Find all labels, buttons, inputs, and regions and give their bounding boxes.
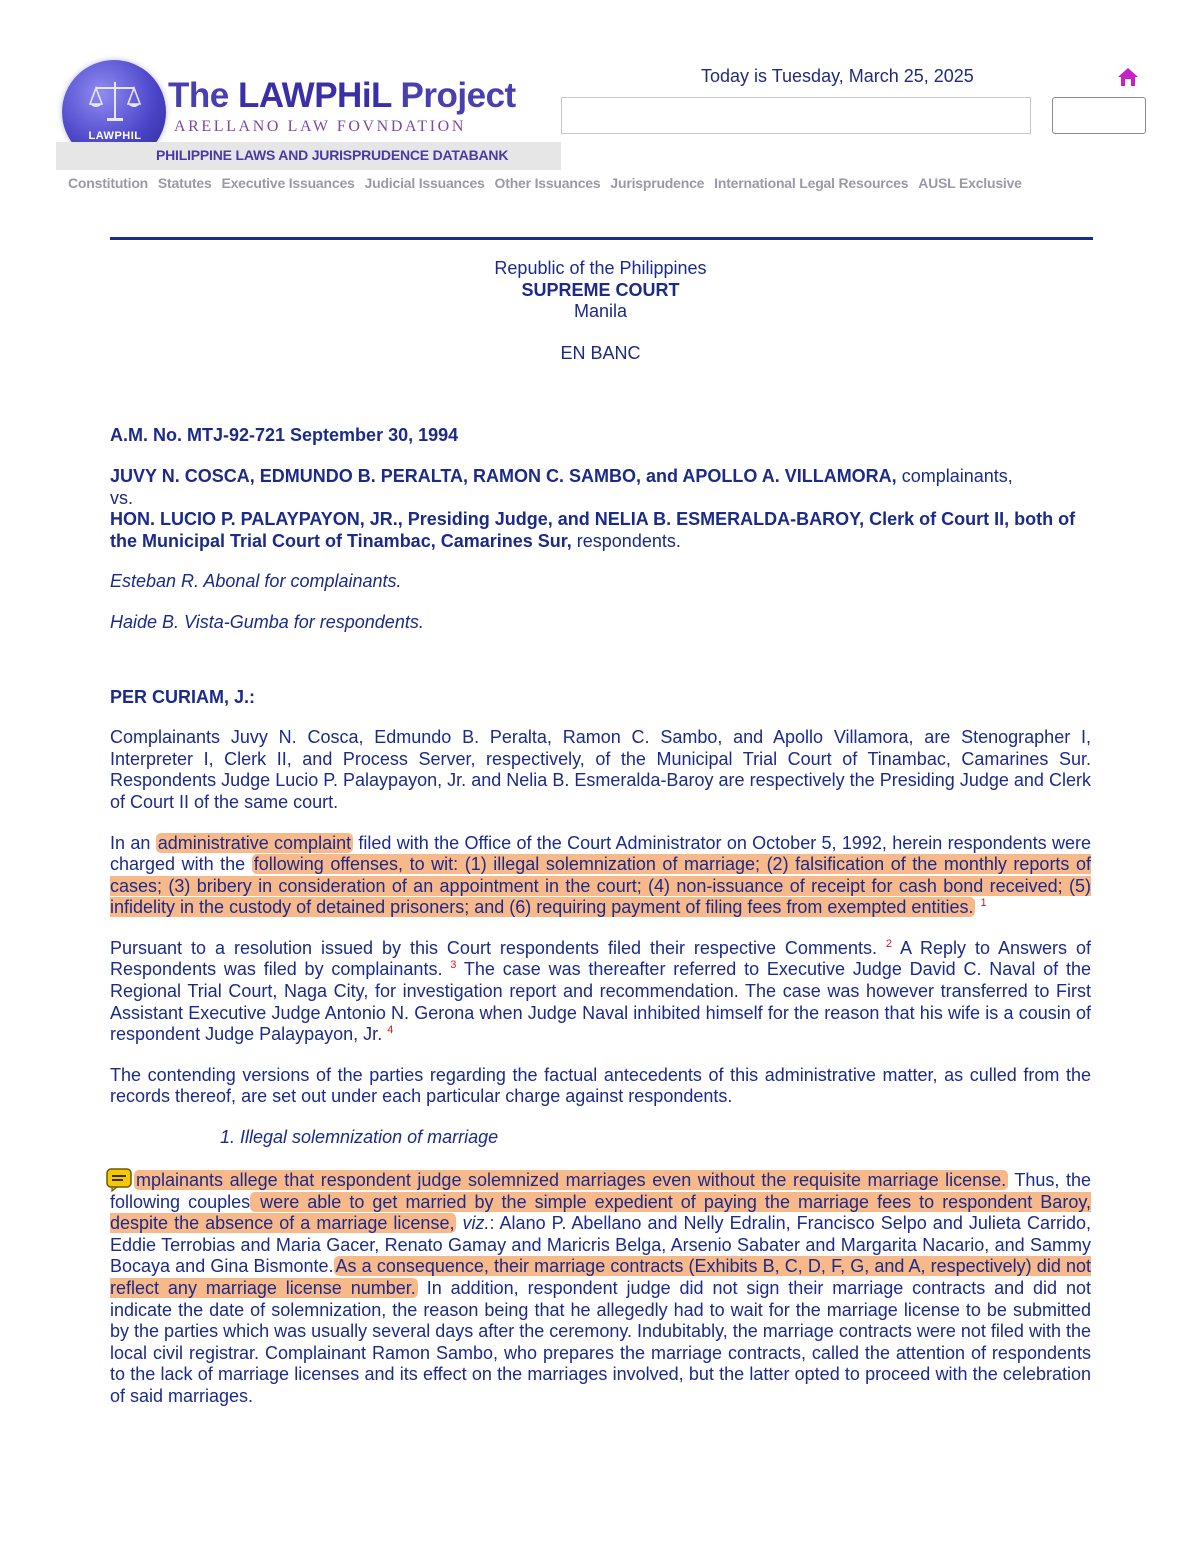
lawphil-logo[interactable] [56, 56, 561, 170]
parties-respondents: HON. LUCIO P. PALAYPAYON, JR., Presiding Judge, and NELIA B. ESMERALDA-BAROY, Clerk of Court II, both of the Municipal Trial Court of Tinambac, Camarines Sur, respondents. [110, 509, 1076, 551]
logo-strip-text: PHILIPPINE LAWS AND JURISPRUDENCE DATABANK [156, 147, 509, 163]
home-icon[interactable] [1117, 67, 1139, 87]
nav-other-issuances[interactable]: Other Issuances [494, 175, 601, 191]
per-curiam: PER CURIAM, J.: [110, 686, 256, 707]
logo-title: The LAWPHiL Project [168, 76, 516, 115]
division-line: EN BANC [560, 342, 641, 363]
logo-strip [56, 142, 561, 170]
footnote-3-link[interactable]: 3 [450, 959, 457, 972]
paragraph-4: The contending versions of the parties regarding the factual antecedents of this administrative matter, as culled from the records thereof, are set out under each particular charge against respondents. [110, 1064, 1091, 1107]
logo-badge: LAWPHIL [88, 130, 142, 142]
case-number: A.M. No. MTJ-92-721 September 30, 1994 [110, 425, 459, 446]
comment-icon[interactable] [106, 1168, 132, 1192]
paragraph-5: mplainants allege that respondent judge solemnized marriages even without the requisite marriage license. Thus, the following couples were able to get married by the simple expedient of paying the marriage fees to respondent Baroy, despite the absence of a marriage license, viz.: Alano P. Abellano and Nelly Edralin, Francisco Selpo and Julieta Carrido, Eddie Terrobias and Maria Gacer, Renato Gamay and Maricris Belga, Arsenio Sabater and Margarita Nacario, and Sammy Bocaya and Gina Bismonte. As a consequence, their marriage contracts (Exhibits B, C, D, F, G, and A, respectively) did not reflect any marriage license number. In addition, respondent judge did not sign their marriage contracts and did not indicate the date of solemnization, the reason being that he allegedly had to wait for the marriage license to be submitted by the parties which was usually several days after the ceremony. Indubitably, the marriage contracts were not filed with the local civil registrar. Complainant Ramon Sambo, who prepares the marriage contracts, called the attention of respondents to the lack of marriage licenses and its effect on the marriages involved, but the latter opted to proceed with the celebration of said marriages. [110, 1168, 1091, 1408]
nav-constitution[interactable]: Constitution [68, 175, 149, 191]
footnote-2-link[interactable]: 2 [885, 937, 893, 950]
highlight-consequence[interactable]: As a consequence, their marriage contracts (Exhibits B, C, D, F, G, and A, respectively) did not reflect any marriage license number. [110, 1256, 1091, 1298]
counsel-respondents: Haide B. Vista-Gumba for respondents. [110, 611, 424, 632]
nav-international-legal-resources[interactable]: International Legal Resources [714, 175, 909, 191]
paragraph-2: In an administrative complaint filed with the Office of the Court Administrator on October 5, 1992, herein respondents were charged with the following offenses, to wit: (1) illegal solemnization of marriage; (2) falsification of the monthly reports of cases; (3) bribery in consideration of an appointment in the court; (4) non-issuance of receipt for cash bond received; (5) infidelity in the custody of detained prisoners; and (6) requiring payment of filing fees from exempted entities. $^1$ [110, 832, 1091, 918]
nav-judicial-issuances[interactable]: Judicial Issuances [364, 175, 485, 191]
header-divider [110, 237, 1093, 240]
subheading-illegal-solemnization: 1. Illegal solemnization of marriage [220, 1127, 499, 1148]
highlight-offenses[interactable]: following offenses, to wit: (1) illegal solemnization of marriage; (2) falsification of the monthly reports of cases; (3) bribery in consideration of an appointment in the court; (4) non-issuance of receipt for cash bond received; (5) infidelity in the custody of detained prisoners; and (6) requiring payment of filing fees from exempted entities. [110, 854, 1091, 918]
city-line: Manila [573, 301, 628, 322]
logo-subtitle: ARELLANO LAW FOVNDATION [174, 118, 466, 135]
highlight-expedient[interactable]: were able to get married by the simple expedient of paying the marriage fees to respondent Baroy, despite the absence of a marriage license, [110, 1191, 1091, 1234]
search-input[interactable] [561, 97, 1031, 134]
nav-statutes[interactable]: Statutes [157, 175, 212, 191]
court-line: SUPREME COURT [521, 279, 680, 300]
republic-line: Republic of the Philippines [494, 258, 707, 278]
versus: vs. [110, 487, 134, 508]
footnote-1-link[interactable]: 1 [980, 897, 987, 910]
paragraph-3: Pursuant to a resolution issued by this Court respondents filed their respective Comments. $^2$ A Reply to Answers of Respondents was filed by complainants. $^3$ The case was thereafter referred to Executive Judge David C. Naval of the Regional Trial Court, Naga City, for investigation report and recommendation. The case was however transferred to First Assistant Executive Judge Antonio N. Gerona when Judge Naval inhibited himself for the reason that his wife is a cousin of respondent Judge Palaypayon, Jr. $^4$ [110, 937, 1091, 1045]
nav-jurisprudence[interactable]: Jurisprudence [610, 175, 705, 191]
main-navigation [68, 175, 1028, 191]
paragraph-1: Complainants Juvy N. Cosca, Edmundo B. Peralta, Ramon C. Sambo, and Apollo Villamora, are Stenographer I, Interpreter I, Clerk II, and Process Server, respectively, of the Municipal Trial Court of Tinambac, Camarines Sur. Respondents Judge Lucio P. Palaypayon, Jr. and Nelia B. Esmeralda-Baroy are respectively the Presiding Judge and Clerk of Court II of the same court. [110, 727, 1091, 812]
highlight-administrative-complaint[interactable]: administrative complaint [157, 832, 352, 853]
counsel-complainants: Esteban R. Abonal for complainants. [110, 571, 402, 592]
footnote-4-link[interactable]: 4 [387, 1024, 394, 1037]
search-button[interactable] [1052, 97, 1146, 134]
nav-executive-issuances[interactable]: Executive Issuances [221, 175, 355, 191]
highlight-allegation[interactable]: mplainants allege that respondent judge solemnized marriages even without the requisite marriage license. [136, 1169, 1007, 1190]
court-heading [110, 258, 1091, 364]
today-date: Today is Tuesday, March 25, 2025 [701, 66, 974, 86]
scales-of-justice-icon [88, 78, 142, 124]
nav-ausl-exclusive[interactable]: AUSL Exclusive [918, 175, 1022, 191]
decision-document [110, 258, 1091, 1408]
parties-complainants: JUVY N. COSCA, EDMUNDO B. PERALTA, RAMON C. SAMBO, and APOLLO A. VILLAMORA, complainants, [110, 465, 1013, 486]
